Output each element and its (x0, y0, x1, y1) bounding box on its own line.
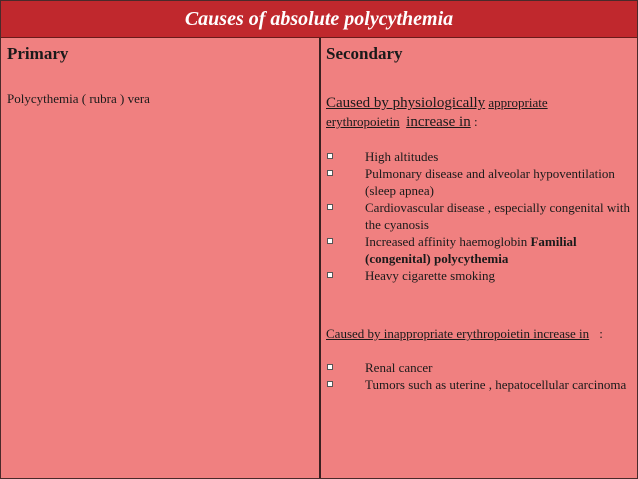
primary-heading: Primary (7, 44, 69, 63)
list-item (326, 359, 632, 376)
secondary-section-1 (326, 94, 632, 284)
list-item (326, 267, 632, 284)
intro-text: Caused by physiologically (326, 95, 486, 111)
square-bullet-icon (327, 381, 333, 387)
intro-text: : (599, 326, 603, 341)
title-bar (1, 1, 637, 38)
slide-title: Causes of absolute polycythemia (184, 7, 454, 30)
section2-list (326, 359, 632, 393)
intro-text: : (473, 114, 478, 129)
list-item-text: Renal cancer (365, 360, 433, 375)
square-bullet-icon (327, 238, 333, 244)
list-item-text: Heavy cigarette smoking (365, 268, 495, 283)
primary-column (1, 38, 321, 478)
intro-text: erythropoietin (326, 114, 400, 129)
primary-text: Polycythemia ( rubra ) vera (7, 91, 150, 106)
intro-text: Caused by inappropriate erythropoietin increase in (326, 326, 590, 341)
list-item-text: Increased affinity haemoglobin (365, 234, 531, 249)
list-item-text: Cardiovascular disease , especially congenital with the cyanosis (365, 200, 630, 232)
square-bullet-icon (327, 170, 333, 176)
list-item (326, 199, 632, 233)
square-bullet-icon (327, 272, 333, 278)
intro-text: increase in (406, 114, 471, 130)
section2-intro (326, 325, 632, 342)
list-item-text: Pulmonary disease and alveolar hypoventilation (sleep apnea) (365, 166, 615, 198)
secondary-section-2 (326, 325, 632, 393)
list-item (326, 148, 632, 165)
section1-intro-line2 (326, 113, 632, 131)
square-bullet-icon (327, 204, 333, 210)
intro-text: appropriate (488, 95, 548, 110)
list-item (326, 376, 632, 393)
list-item (326, 165, 632, 199)
list-item (326, 233, 632, 267)
square-bullet-icon (327, 364, 333, 370)
list-item-text: Tumors such as uterine , hepatocellular carcinoma (365, 377, 627, 392)
secondary-column (321, 38, 637, 478)
list-item-text: High altitudes (365, 149, 439, 164)
list-item-bold-text: Familial (congenital) polycythemia (365, 234, 577, 266)
section1-list (326, 148, 632, 284)
secondary-heading: Secondary (326, 44, 403, 63)
square-bullet-icon (327, 153, 333, 159)
section1-intro (326, 94, 632, 112)
